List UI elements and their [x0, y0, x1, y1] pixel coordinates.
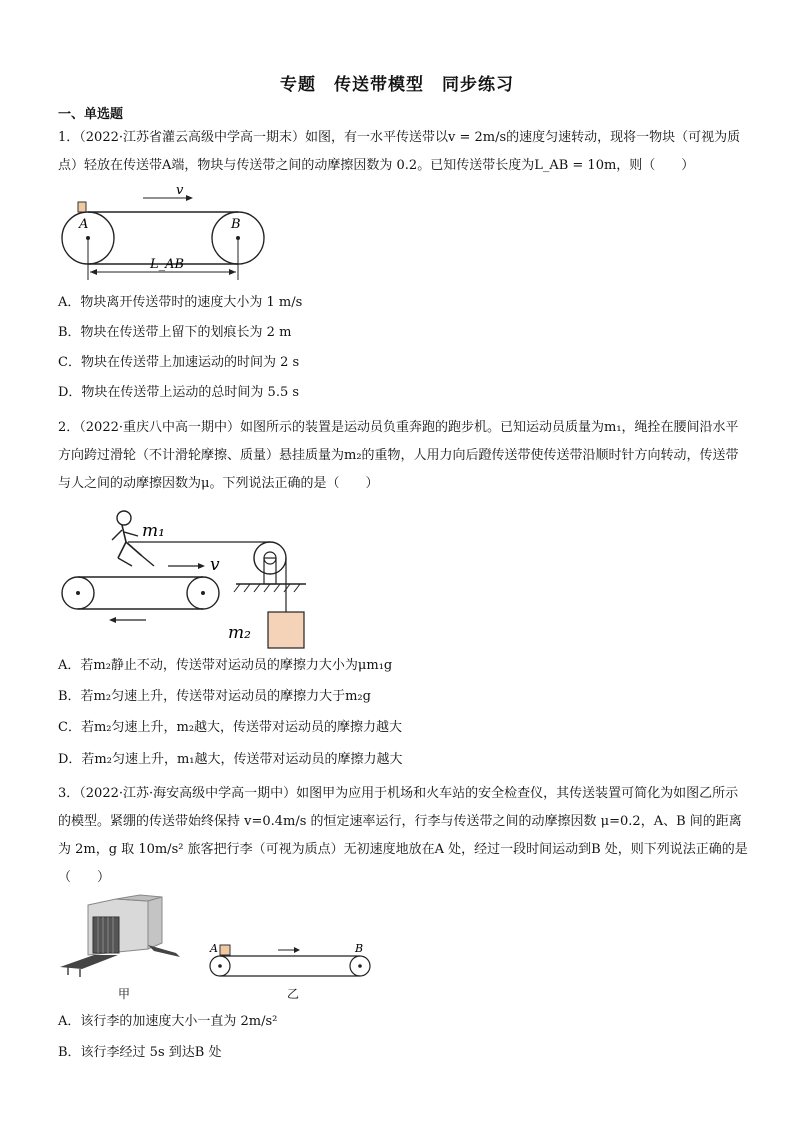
q1-option-c: C．物块在传送带上加速运动的时间为 2 s	[58, 355, 300, 370]
q1-option-b: B．物块在传送带上留下的划痕长为 2 m	[58, 325, 292, 340]
q2-option-c: C．若m₂匀速上升，m₂越大，传送带对运动员的摩擦力越大	[58, 720, 403, 735]
question-3-stem: 3．（2022·江苏·海安高级中学高一期中）如图甲为应用于机场和火车站的安全检查仪，其传送装置可简化为如图乙所示的模型。紧绷的传送带始终保持 v=0.4m/s 的恒定速率运行，行李与传送带之间的动摩擦因数 μ=0.2，A、B 间的距离为 2m，g 取 10m/s² 旅客把行李（可视为质点）无初速度地放在A 处，经过一段时间运动到B 处，则下列说法正确的是（ ）	[58, 786, 748, 885]
figure-1-v-label: v	[176, 183, 184, 198]
figure-1-b-label: B	[231, 217, 241, 232]
figure-1-conveyor	[58, 180, 268, 288]
page-title: 专题 传送带模型 同步练习	[280, 75, 514, 95]
q1-option-d: D．物块在传送带上运动的总时间为 5.5 s	[58, 385, 300, 400]
section-heading: 一、单选题	[58, 107, 124, 122]
figure-2-m2-label: m₂	[228, 623, 251, 643]
question-1-stem: 1．（2022·江苏省灌云高级中学高一期末）如图，有一水平传送带以v = 2m/s的速度匀速转动，现将一物块（可视为质点）轻放在传送带A端，物块与传送带之间的动摩擦因数为 0.2。已知传送带长度为L_AB = 10m，则（ ）	[58, 130, 741, 173]
q2-option-d: D．若m₂匀速上升，m₁越大，传送带对运动员的摩擦力越大	[58, 752, 403, 767]
q3-option-b: B．该行李经过 5s 到达B 处	[58, 1045, 222, 1060]
figure-3-b-label: B	[355, 942, 364, 955]
figure-3-a-label: A	[210, 942, 218, 955]
q2-option-a: A．若m₂静止不动，传送带对运动员的摩擦力大小为μm₁g	[58, 658, 393, 673]
figure-2-m1-label: m₁	[142, 521, 165, 541]
figure-2-v-label: v	[210, 555, 220, 575]
q1-option-a: A．物块离开传送带时的速度大小为 1 m/s	[58, 295, 303, 310]
question-2-stem: 2．（2022·重庆八中高一期中）如图所示的装置是运动员负重奔跑的跑步机。已知运动员质量为m₁，绳拴在腰间沿水平方向跨过滑轮（不计滑轮摩擦、质量）悬挂质量为m₂的重物，人用力向后蹬传送带使传送带沿顺时针方向转动，传送带与人之间的动摩擦因数为μ。下列说法正确的是（ ）	[58, 420, 739, 491]
figure-3-conveyor-model	[206, 940, 376, 980]
figure-3-security-scanner	[58, 893, 188, 983]
figure-3-caption-yi: 乙	[287, 987, 300, 1001]
q2-option-b: B．若m₂匀速上升，传送带对运动员的摩擦力大于m₂g	[58, 689, 371, 704]
figure-1-a-label: A	[79, 217, 89, 232]
figure-1-length-label: L_AB	[150, 257, 185, 272]
figure-3-caption-jia: 甲	[118, 987, 131, 1001]
figure-2-treadmill	[58, 506, 318, 656]
q3-option-a: A．该行李的加速度大小一直为 2m/s²	[58, 1014, 278, 1029]
